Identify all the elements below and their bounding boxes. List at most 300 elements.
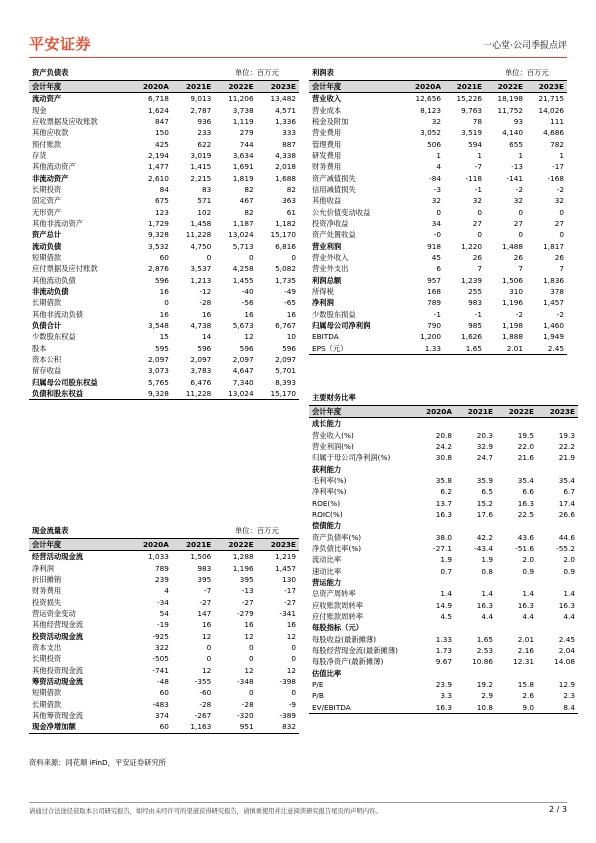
row-label: 财务费用: [32, 586, 62, 596]
cell-value: [414, 622, 455, 633]
table-row: [29, 630, 299, 641]
column-header-year: 2020A: [414, 406, 455, 418]
cell-value: 32: [431, 116, 441, 126]
cell-value: 22.0: [517, 441, 534, 451]
row-label: 资产负债率(%): [312, 532, 362, 542]
cell-value: 233: [197, 128, 212, 138]
row-label: 资产处置收益: [312, 230, 356, 240]
table-row: [309, 600, 578, 611]
cell-value: 4,647: [232, 366, 254, 376]
cell-value: 1.4: [481, 589, 493, 599]
cell-value: 1,819: [232, 173, 254, 183]
cell-value: 1,119: [232, 116, 254, 126]
cell-value: 38.0: [435, 532, 452, 542]
cell-value: 0: [559, 230, 564, 240]
cell-value: -28: [199, 298, 212, 308]
cell-value: 4,258: [232, 264, 254, 274]
table-row: [309, 343, 567, 355]
table-row: [29, 252, 299, 263]
cell-value: 0: [436, 207, 441, 217]
cell-value: -84: [429, 173, 441, 183]
column-header-label: 会计年度: [29, 539, 130, 551]
cell-value: [496, 668, 537, 679]
cell-value: -43.4: [474, 543, 493, 553]
cell-value: -2: [515, 309, 523, 319]
cell-value: 26: [513, 252, 523, 262]
row-label: 归属于母公司净利润(%): [312, 453, 391, 463]
cell-value: 13,024: [214, 388, 256, 400]
row-label: 长期借款: [32, 298, 62, 308]
cell-value: 0: [206, 252, 212, 262]
cell-value: 1,817: [543, 241, 564, 251]
cell-value: 2.53: [476, 646, 493, 656]
row-label: 所得税: [312, 287, 334, 297]
cell-value: -17: [552, 162, 564, 172]
row-label: 研发费用: [312, 150, 342, 160]
cell-value: 16: [201, 309, 212, 319]
table-row: [29, 687, 299, 698]
cell-value: 32: [431, 196, 441, 206]
cell-value: 3,783: [190, 366, 212, 376]
table-row: [309, 679, 578, 690]
row-label: 折旧摊销: [32, 574, 62, 584]
cell-value: 2,097: [232, 355, 254, 365]
row-label: P/E: [312, 680, 324, 690]
table-row: [309, 588, 578, 599]
cell-value: 1,457: [543, 298, 564, 308]
row-label: 营业费用: [312, 128, 342, 138]
cell-value: -27.1: [433, 543, 452, 553]
row-label: 财务费用: [312, 162, 342, 172]
cell-value: 4,750: [190, 241, 212, 251]
cell-value: 4.4: [522, 612, 534, 622]
cell-value: -2: [515, 184, 523, 194]
cell-value: -56: [241, 298, 254, 308]
row-label: 其他非流动资产: [32, 218, 84, 228]
cell-value: 4.4: [481, 612, 493, 622]
column-header-year: 2023E: [257, 539, 299, 551]
cell-value: 506: [427, 139, 441, 149]
cell-value: 6,767: [275, 321, 296, 331]
column-header-year: 2022E: [214, 539, 256, 551]
cell-value: [496, 520, 537, 531]
table-row: [309, 229, 567, 240]
row-label: 每股收益(最新摊薄): [312, 634, 377, 644]
cell-value: 13.7: [435, 498, 452, 508]
cell-value: 6: [436, 264, 441, 274]
cell-value: -2: [556, 309, 564, 319]
cell-value: 0.7: [440, 566, 452, 576]
row-label: 利润总额: [312, 275, 342, 285]
balance-sheet-table: [29, 80, 299, 400]
row-label: 投资损失: [32, 597, 62, 607]
cell-value: 6.5: [481, 487, 493, 497]
cell-value: 44.6: [558, 532, 575, 542]
cell-value: [414, 520, 455, 531]
cell-value: 43.6: [517, 532, 534, 542]
cell-value: 1.73: [435, 646, 452, 656]
cell-value: 0: [248, 642, 254, 652]
cell-value: 7: [477, 264, 482, 274]
cell-value: 4: [436, 162, 441, 172]
table-row: [309, 418, 578, 430]
cell-value: 596: [154, 275, 169, 285]
ratios-table: [309, 405, 578, 714]
row-label: 信用减值损失: [312, 184, 356, 194]
row-label: 长期借款: [32, 699, 62, 709]
cell-value: 1.33: [403, 343, 444, 355]
cell-value: 3,532: [148, 241, 169, 251]
table-row: [309, 275, 567, 286]
cell-value: 1,196: [232, 563, 254, 573]
table-row: [309, 520, 578, 531]
cell-value: 18,198: [497, 94, 523, 104]
income-statement-table: [309, 80, 567, 355]
cell-value: 622: [197, 139, 212, 149]
cell-value: 1,288: [232, 552, 254, 562]
cell-value: -7: [474, 162, 482, 172]
cell-value: 20.3: [476, 430, 493, 440]
table-row: [309, 195, 567, 206]
cell-value: 82: [286, 184, 296, 194]
cell-value: 2,876: [148, 264, 169, 274]
cell-value: 2.3: [563, 691, 575, 701]
cell-value: 12: [286, 665, 296, 675]
cell-value: -40: [241, 287, 254, 297]
row-label: 营业收入: [312, 94, 342, 104]
cell-value: 983: [197, 563, 212, 573]
cell-value: [496, 622, 537, 633]
cell-value: -27: [284, 597, 296, 607]
table-row: [29, 309, 299, 320]
table-row: [309, 622, 578, 633]
cell-value: [414, 668, 455, 679]
ratios-title: 主要财务比率: [312, 393, 356, 402]
cell-value: 32: [513, 196, 523, 206]
cell-value: 13,024: [228, 230, 254, 240]
cell-value: 4: [164, 586, 169, 596]
table-row: [29, 331, 299, 342]
row-label: 其他非流动负债: [32, 309, 84, 319]
cell-value: 363: [282, 196, 296, 206]
cell-value: [537, 622, 578, 633]
table-row: [29, 551, 299, 563]
cell-value: 16.3: [558, 600, 575, 610]
cell-value: 0: [559, 207, 564, 217]
row-label: 无形资产: [32, 207, 62, 217]
cell-value: [455, 622, 496, 633]
cell-value: 16: [244, 309, 254, 319]
table-row: [309, 634, 578, 645]
row-label: 净利润: [312, 298, 334, 308]
cell-value: 19.3: [558, 430, 575, 440]
cell-value: [455, 463, 496, 474]
table-row: [309, 218, 567, 229]
row-label: 每股指标（元）: [312, 623, 364, 633]
cell-value: 22.2: [558, 441, 575, 451]
cell-value: 150: [154, 128, 169, 138]
table-row: [309, 184, 567, 195]
row-label: 管理费用: [312, 139, 342, 149]
cell-value: [537, 577, 578, 588]
cell-value: 1,729: [148, 218, 169, 228]
row-label: 长期投资: [32, 654, 62, 664]
cell-value: 130: [282, 574, 296, 584]
cell-value: 1,458: [190, 218, 212, 228]
cell-value: 3.3: [440, 691, 452, 701]
column-header-year: 2022E: [496, 406, 537, 418]
cell-value: 14.9: [435, 600, 452, 610]
cell-value: 467: [239, 196, 254, 206]
cell-value: 1: [436, 150, 441, 160]
cell-value: 3,052: [420, 128, 441, 138]
cell-value: -398: [279, 676, 296, 686]
table-row: [29, 343, 299, 354]
cell-value: 10: [286, 332, 296, 342]
cell-value: 11,228: [172, 388, 214, 400]
cell-value: 1: [559, 150, 564, 160]
table-row: [29, 608, 299, 619]
cell-value: 16: [159, 309, 169, 319]
table-row: [309, 150, 567, 161]
cell-value: 1: [518, 150, 523, 160]
cell-value: 0.8: [481, 566, 493, 576]
cell-value: 2,097: [148, 355, 169, 365]
table-row: [309, 104, 567, 115]
row-label: EBITDA: [312, 332, 339, 342]
cell-value: 0: [206, 654, 212, 664]
cell-value: 1.9: [440, 555, 452, 565]
row-label: 流动比率: [312, 555, 342, 565]
cell-value: 1,688: [275, 173, 296, 183]
cell-value: 9.0: [496, 702, 537, 714]
cell-value: -7: [203, 586, 212, 596]
cell-value: 15,170: [257, 388, 299, 400]
table-row: [309, 645, 578, 656]
cell-value: [537, 463, 578, 474]
cell-value: 1,163: [172, 721, 214, 733]
cell-value: -34: [157, 597, 169, 607]
column-header-label: 会计年度: [29, 81, 130, 93]
cell-value: -141: [506, 173, 523, 183]
cell-value: 1: [477, 150, 482, 160]
cell-value: 1,624: [148, 105, 169, 115]
cell-value: [496, 577, 537, 588]
table-row: [29, 286, 299, 297]
cell-value: 16.3: [435, 509, 452, 519]
cell-value: 3,548: [148, 321, 169, 331]
cell-value: 374: [154, 710, 169, 720]
cell-value: 4.4: [563, 612, 575, 622]
cell-value: [455, 577, 496, 588]
cell-value: 279: [239, 128, 254, 138]
row-label: 公允价值变动收益: [312, 207, 371, 217]
cell-value: [455, 668, 496, 679]
table-row: [309, 240, 567, 251]
cell-value: 239: [154, 574, 169, 584]
row-label: 少数股东权益: [32, 332, 76, 342]
cell-value: 0: [518, 230, 523, 240]
cell-value: 2,215: [190, 173, 212, 183]
cell-value: 23.9: [435, 680, 452, 690]
cell-value: 2,097: [275, 355, 296, 365]
cell-value: 957: [427, 275, 441, 285]
cell-value: 168: [427, 287, 441, 297]
cell-value: 1.65: [444, 343, 485, 355]
cell-value: 790: [427, 321, 441, 331]
table-row: [309, 429, 578, 440]
table-row: [29, 320, 299, 331]
table-row: [29, 710, 299, 721]
cell-value: -27: [199, 597, 212, 607]
cell-value: 310: [509, 287, 523, 297]
cell-value: 35.4: [558, 475, 575, 485]
cell-value: 10.8: [455, 702, 496, 714]
cell-value: 17.6: [476, 509, 493, 519]
cell-value: 2.01: [485, 343, 526, 355]
cell-value: 9,328: [148, 230, 169, 240]
cell-value: 10.86: [472, 657, 493, 667]
cell-value: 2,194: [148, 150, 169, 160]
cell-value: 93: [513, 116, 523, 126]
table-row: [29, 297, 299, 308]
disclaimer: 请通过合法途径获取本公司研究报告，如经由未经许可的渠道获得研究报告，请慎重使用并注意阅读研究报告尾页的声明内容。: [29, 808, 382, 815]
cell-value: 0: [518, 207, 523, 217]
income-statement-title: 利润表: [312, 68, 334, 77]
cell-value: 0.9: [522, 566, 534, 576]
cell-value: 789: [154, 563, 169, 573]
row-label: 经营活动现金流: [32, 552, 84, 562]
cell-value: 1,196: [502, 298, 523, 308]
cell-value: 1.65: [476, 634, 493, 644]
row-label: 流动负债: [32, 241, 62, 251]
cell-value: 15: [159, 332, 169, 342]
cell-value: 9,763: [461, 105, 482, 115]
table-row: [309, 161, 567, 172]
row-label: 留存收益: [32, 366, 62, 376]
cell-value: 832: [257, 721, 299, 733]
row-label: 每股净资产(最新摊薄): [312, 657, 384, 667]
cell-value: 2,018: [275, 162, 296, 172]
table-row: [309, 554, 578, 565]
cell-value: 0: [248, 688, 254, 698]
cell-value: [537, 668, 578, 679]
column-header-year: 2021E: [172, 81, 214, 93]
table-row: [29, 150, 299, 161]
cell-value: 4,571: [275, 105, 296, 115]
cell-value: -168: [547, 173, 564, 183]
cell-value: 24.2: [435, 441, 452, 451]
cell-value: 14,026: [538, 105, 564, 115]
table-row: [29, 161, 299, 172]
table-row: [29, 172, 299, 183]
table-row: [29, 116, 299, 127]
cell-value: 6.7: [563, 487, 575, 497]
cell-value: 11,206: [228, 94, 254, 104]
table-row: [309, 531, 578, 542]
cell-value: 27: [513, 218, 523, 228]
cell-value: 54: [159, 608, 169, 618]
cell-value: 17.4: [558, 498, 575, 508]
cell-value: 1,836: [543, 275, 564, 285]
row-label: 长期投资: [32, 184, 62, 194]
cell-value: 1,213: [190, 275, 212, 285]
cell-value: 2.0: [522, 555, 534, 565]
row-label: P/B: [312, 691, 324, 701]
cell-value: 7,340: [232, 377, 254, 387]
cell-value: 16: [286, 309, 296, 319]
table-row: [309, 116, 567, 127]
cell-value: -60: [199, 688, 212, 698]
row-label: 营业利润(%): [312, 441, 354, 451]
cell-value: 16.3: [476, 600, 493, 610]
cell-value: 6.6: [522, 487, 534, 497]
cell-value: 6.2: [440, 487, 452, 497]
cell-value: 1,888: [502, 332, 523, 342]
page-header: [29, 30, 567, 54]
cell-value: 4.5: [440, 612, 452, 622]
cell-value: 1.33: [435, 634, 452, 644]
cell-value: 5,673: [232, 321, 254, 331]
cell-value: 936: [197, 116, 212, 126]
cell-value: 84: [159, 184, 169, 194]
cell-value: 60: [159, 252, 169, 262]
cell-value: 1,200: [420, 332, 441, 342]
cell-value: 8,393: [275, 377, 296, 387]
cell-value: 1,198: [502, 321, 523, 331]
table-row: [309, 702, 578, 714]
cell-value: 425: [154, 139, 169, 149]
cell-value: 32.9: [476, 441, 493, 451]
table-row: [309, 452, 578, 463]
cell-value: -1: [474, 184, 482, 194]
table-row: [29, 585, 299, 596]
cell-value: 887: [282, 139, 296, 149]
table-row: [309, 577, 578, 588]
cell-value: 111: [550, 116, 564, 126]
cell-value: 596: [197, 343, 212, 353]
cell-value: 2.45: [558, 634, 575, 644]
cell-value: 595: [154, 343, 169, 353]
table-row: [309, 206, 567, 217]
cell-value: 27: [472, 218, 482, 228]
column-header-year: 2022E: [485, 81, 526, 93]
row-label: 毛利率(%): [312, 475, 347, 485]
cell-value: 21,715: [538, 94, 564, 104]
cell-value: 7: [518, 264, 523, 274]
table-row: [29, 388, 299, 400]
cell-value: 789: [427, 298, 441, 308]
table-row: [309, 309, 567, 320]
cell-value: 19.5: [517, 430, 534, 440]
cell-value: 60: [159, 688, 169, 698]
cell-value: 2,097: [190, 355, 212, 365]
cell-value: 8.4: [537, 702, 578, 714]
cell-value: 12.31: [513, 657, 534, 667]
table-row: [29, 377, 299, 388]
cell-value: 15,226: [456, 94, 482, 104]
cell-value: 34: [431, 218, 441, 228]
cell-value: 82: [244, 207, 254, 217]
cell-value: -48: [157, 676, 169, 686]
row-label: 成长能力: [312, 419, 342, 429]
cell-value: 42.2: [476, 532, 493, 542]
table-row: [29, 619, 299, 630]
cell-value: 26: [554, 252, 564, 262]
cell-value: 16: [201, 620, 212, 630]
cash-flow-unit: 单位：百万元: [235, 526, 279, 535]
table-row: [29, 642, 299, 653]
